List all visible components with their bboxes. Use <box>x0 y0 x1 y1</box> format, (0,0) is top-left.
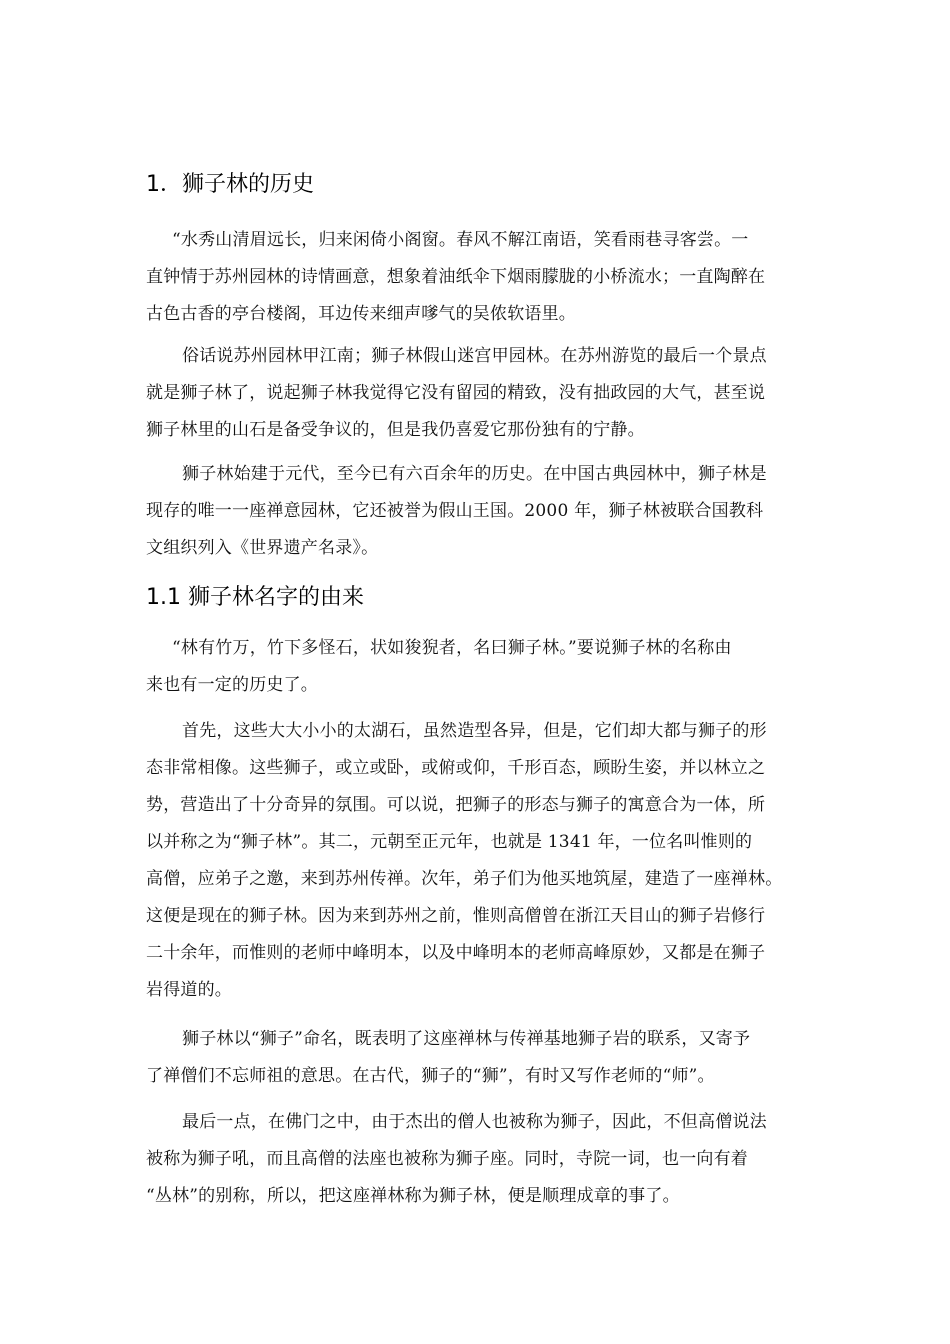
paragraph-line: 俗话说苏州园林甲江南；狮子林假山迷宫甲园林。在苏州游览的最后一个景点 <box>182 346 767 366</box>
paragraph-line: 首先，这些大大小小的太湖石，虽然造型各异，但是，它们却大都与狮子的形 <box>182 721 767 741</box>
section-1-1-paragraph-2 <box>146 713 846 1009</box>
section-1-1-paragraph-3 <box>146 1021 846 1095</box>
paragraph-line: “丛林”的别称，所以，把这座禅林称为狮子林，便是顺理成章的事了。 <box>146 1186 680 1206</box>
paragraph-line: “水秀山清眉远长，归来闲倚小阁窗。春风不解江南语，笑看雨巷寻客尝。一 <box>172 230 749 250</box>
paragraph-line: 了禅僧们不忘师祖的意思。在古代，狮子的“狮”，有时又写作老师的“师”。 <box>146 1066 715 1086</box>
paragraph-line: 被称为狮子吼，而且高僧的法座也被称为狮子座。同时，寺院一词，也一向有着 <box>146 1149 748 1169</box>
section-1-heading: 1．狮子林的历史 <box>146 172 314 197</box>
paragraph-line: 来也有一定的历史了。 <box>146 675 318 695</box>
section-1-paragraph-3 <box>146 456 846 567</box>
section-1-1-heading: 1.1 狮子林名字的由来 <box>146 585 364 610</box>
paragraph-line: 高僧，应弟子之邀，来到苏州传禅。次年，弟子们为他买地筑屋，建造了一座禅林。 <box>146 869 783 889</box>
paragraph-line: 直钟情于苏州园林的诗情画意，想象着油纸伞下烟雨朦胧的小桥流水；一直陶醉在 <box>146 267 766 287</box>
paragraph-line: 态非常相像。这些狮子，或立或卧，或俯或仰，千形百态，顾盼生姿，并以林立之 <box>146 758 766 778</box>
section-1-paragraph-1 <box>146 222 846 333</box>
paragraph-line: 势，营造出了十分奇异的氛围。可以说，把狮子的形态与狮子的寓意合为一体，所 <box>146 795 766 815</box>
paragraph-line: 狮子林里的山石是备受争议的，但是我仍喜爱它那份独有的宁静。 <box>146 420 645 440</box>
paragraph-line: 这便是现在的狮子林。因为来到苏州之前，惟则高僧曾在浙江天目山的狮子岩修行 <box>146 906 766 926</box>
paragraph-line: 以并称之为“狮子林”。其二，元朝至正元年，也就是 1341 年，一位名叫惟则的 <box>146 832 753 852</box>
section-1-1-paragraph-1 <box>146 630 846 704</box>
paragraph-line: 岩得道的。 <box>146 980 232 1000</box>
paragraph-line: “林有竹万，竹下多怪石，状如狻猊者，名曰狮子林。”要说狮子林的名称由 <box>172 638 732 658</box>
paragraph-line: 二十余年，而惟则的老师中峰明本，以及中峰明本的老师高峰原妙，又都是在狮子 <box>146 943 766 963</box>
paragraph-line: 就是狮子林了，说起狮子林我觉得它没有留园的精致，没有拙政园的大气，甚至说 <box>146 383 766 403</box>
paragraph-line: 狮子林以“狮子”命名，既表明了这座禅林与传禅基地狮子岩的联系，又寄予 <box>182 1029 751 1049</box>
paragraph-line: 最后一点，在佛门之中，由于杰出的僧人也被称为狮子，因此，不但高僧说法 <box>182 1112 767 1132</box>
section-1-1-paragraph-4 <box>146 1104 846 1215</box>
section-1-paragraph-2 <box>146 338 846 449</box>
paragraph-line: 文组织列入《世界遗产名录》。 <box>146 538 379 558</box>
paragraph-line: 现存的唯一一座禅意园林，它还被誉为假山王国。2000 年，狮子林被联合国教科 <box>146 501 764 521</box>
paragraph-line: 狮子林始建于元代，至今已有六百余年的历史。在中国古典园林中，狮子林是 <box>182 464 767 484</box>
paragraph-line: 古色古香的亭台楼阁，耳边传来细声嗲气的吴侬软语里。 <box>146 304 576 324</box>
